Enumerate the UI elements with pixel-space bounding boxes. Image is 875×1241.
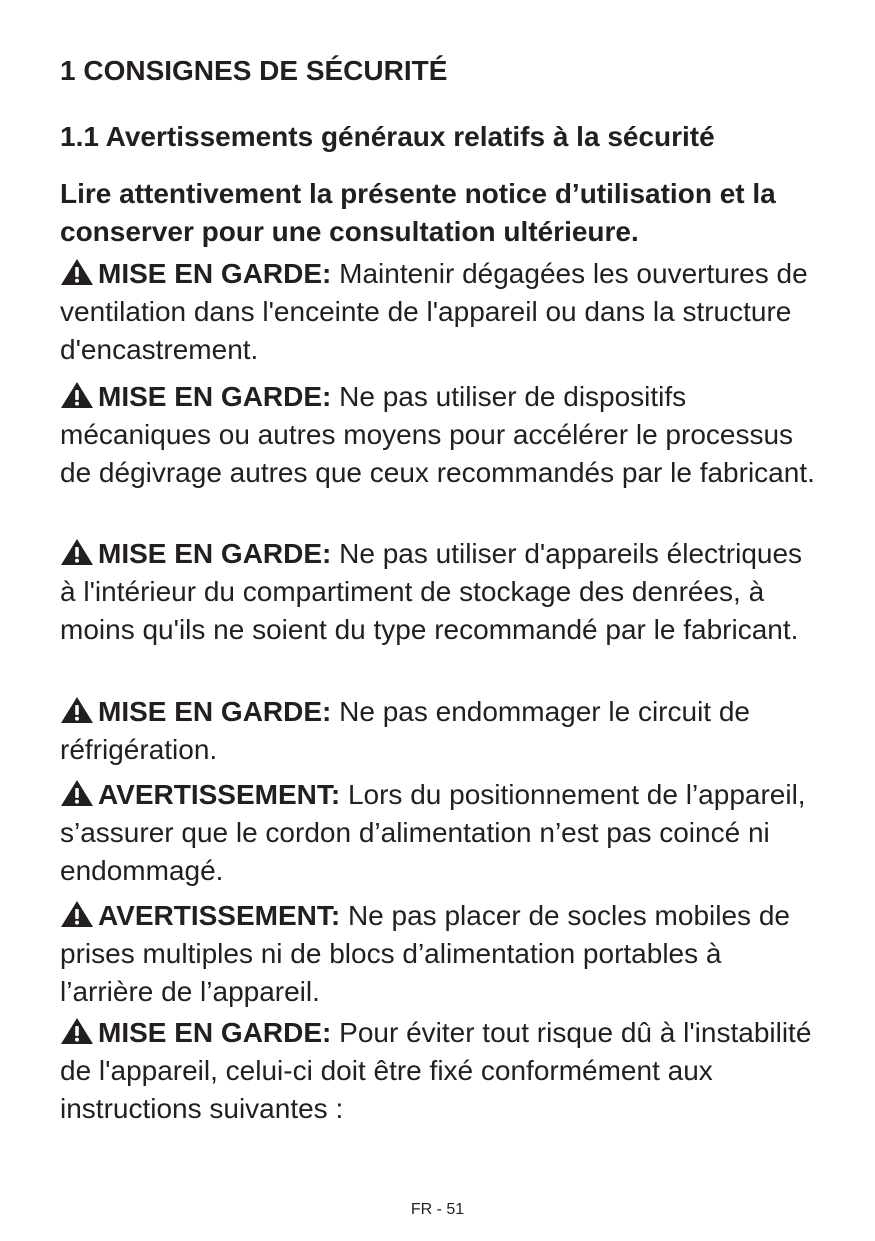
- warning-text: Ne pas endommager le circuit de réfrigération.: [60, 696, 751, 765]
- warning-label: MISE EN GARDE:: [98, 1017, 332, 1048]
- warning-text: Ne pas utiliser d'appareils électriques à l'intérieur du compartiment de stockage des denrées, à moins qu'ils ne soient du type recommandé par le fabricant.: [60, 538, 803, 645]
- warning-label: MISE EN GARDE:: [98, 696, 332, 727]
- warning-triangle-icon: [60, 779, 94, 807]
- warning-triangle-icon: [60, 900, 94, 928]
- warning-text: Pour éviter tout risque dû à l'instabilité de l'appareil, celui-ci doit être fixé conformément aux instructions suivantes :: [60, 1017, 812, 1124]
- warning-item: [60, 1014, 820, 1128]
- warning-triangle-icon: [60, 1017, 94, 1045]
- warning-item: [60, 535, 820, 649]
- warning-item: [60, 897, 820, 1011]
- warning-triangle-icon: [60, 696, 94, 724]
- warning-item: [60, 776, 820, 890]
- warning-text: Maintenir dégagées les ouvertures de ventilation dans l'enceinte de l'appareil ou dans la structure d'encastrement.: [60, 258, 808, 365]
- warning-item: [60, 693, 820, 769]
- section-subtitle: 1.1 Avertissements généraux relatifs à la sécurité: [60, 121, 715, 152]
- warning-label: AVERTISSEMENT:: [98, 779, 341, 810]
- warning-text: Ne pas placer de socles mobiles de prises multiples ni de blocs d’alimentation portables à l’arrière de l’appareil.: [60, 900, 790, 1007]
- warning-label: MISE EN GARDE:: [98, 381, 332, 412]
- warning-triangle-icon: [60, 258, 94, 286]
- warning-label: MISE EN GARDE:: [98, 258, 332, 289]
- section-title: 1 CONSIGNES DE SÉCURITÉ: [60, 55, 448, 86]
- warning-text: Lors du positionnement de l’appareil, s’assurer que le cordon d’alimentation n’est pas coincé ni endommagé.: [60, 779, 806, 886]
- page-number: FR - 51: [410, 1201, 465, 1218]
- warning-label: MISE EN GARDE:: [98, 538, 332, 569]
- intro-paragraph: Lire attentivement la présente notice d’utilisation et la conserver pour une consultation ultérieure.: [60, 178, 776, 247]
- warning-label: AVERTISSEMENT:: [98, 900, 341, 931]
- warning-item: [60, 378, 820, 492]
- warning-item: [60, 255, 820, 369]
- warning-text: Ne pas utiliser de dispositifs mécaniques ou autres moyens pour accélérer le processus de dégivrage autres que ceux recommandés par le fabricant.: [60, 381, 815, 488]
- warning-triangle-icon: [60, 538, 94, 566]
- warning-triangle-icon: [60, 381, 94, 409]
